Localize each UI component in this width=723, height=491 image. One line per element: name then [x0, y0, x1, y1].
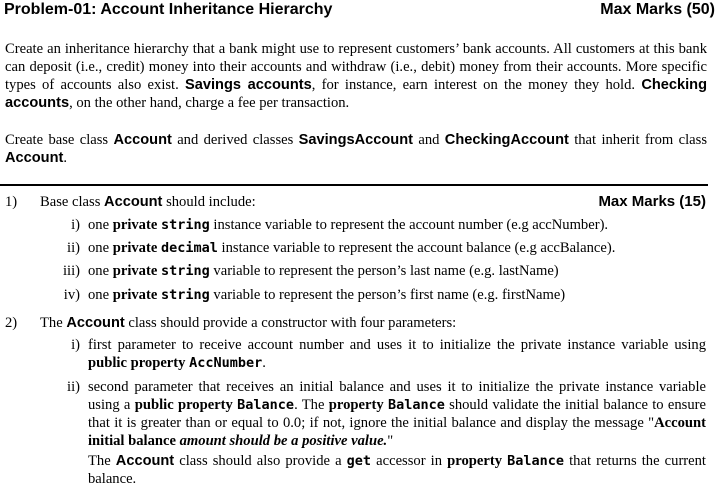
list-item: [88, 216, 706, 234]
item-text: second parameter that receives an initial balance and uses it to initialize the private instance variable using a: [88, 379, 706, 413]
problem-title: Account Inheritance Hierarchy: [100, 1, 333, 18]
account-class-term: Account: [113, 132, 172, 148]
list-item-continuation: [88, 452, 706, 488]
item-text: one: [88, 263, 113, 279]
item-text: accessor in: [371, 453, 448, 469]
max-marks-section-1: Max Marks (15): [598, 193, 706, 210]
task-paragraph: [5, 131, 707, 167]
intro-text: , on the other hand, charge a fee per transaction.: [69, 95, 350, 111]
account-class-term: Account: [66, 315, 125, 331]
problem-label: Problem-01:: [4, 1, 101, 18]
property-keyword: property: [328, 397, 384, 413]
item-text: variable to represent the person’s last name (e.g. lastName): [209, 263, 559, 279]
checking-accounts-term: Checking accounts: [5, 77, 708, 111]
type-keyword: decimal: [160, 240, 218, 256]
roman-numeral: ii): [67, 379, 80, 395]
intro-text: , for instance, earn interest on the money they hold.: [311, 77, 642, 93]
item-text: The: [88, 453, 116, 469]
section-2-number: 2): [5, 315, 18, 331]
list-item: [88, 378, 706, 450]
problem-header: [4, 0, 717, 20]
error-message-text: Account initial balance: [88, 415, 706, 449]
item-text: ": [387, 433, 394, 449]
property-name: Balance: [387, 397, 445, 413]
task-text: Create base class: [5, 132, 114, 148]
task-text: .: [63, 150, 68, 166]
property-name: AccNumber: [189, 355, 263, 371]
intro-paragraph: [5, 40, 707, 112]
list-item: [88, 336, 706, 372]
private-keyword: private: [112, 240, 158, 256]
private-keyword: private: [112, 287, 158, 303]
item-text: that returns the current balance.: [88, 453, 706, 487]
get-keyword: get: [346, 453, 372, 469]
property-name: Balance: [507, 453, 565, 469]
type-keyword: string: [160, 287, 210, 303]
lead-text: class should provide a constructor with four parameters:: [124, 315, 457, 331]
savings-class-term: SavingsAccount: [298, 132, 413, 148]
item-text: instance variable to represent the account number (e.g accNumber).: [209, 217, 609, 233]
public-property-keyword: public property: [134, 397, 233, 413]
private-keyword: private: [112, 217, 158, 233]
account-class-term: Account: [115, 453, 175, 469]
error-message-text: amount should be a positive value.: [179, 433, 388, 449]
task-text: and derived classes: [171, 132, 299, 148]
roman-numeral: i): [71, 217, 80, 233]
item-text: instance variable to represent the account balance (e.g accBalance).: [217, 240, 616, 256]
type-keyword: string: [160, 217, 210, 233]
item-text: class should also provide a: [174, 453, 347, 469]
account-class-term: Account: [5, 150, 64, 166]
max-marks-total: Max Marks (50): [600, 1, 715, 18]
item-text: first parameter to receive account number and uses it to initialize the private instance variable using: [88, 337, 706, 353]
item-text: variable to represent the person’s first name (e.g. firstName): [209, 287, 566, 303]
item-text: one: [88, 217, 113, 233]
property-keyword: property: [447, 453, 502, 469]
section-1-number: 1): [5, 194, 18, 210]
task-text: and: [412, 132, 445, 148]
item-text: .: [262, 355, 266, 371]
checking-class-term: CheckingAccount: [444, 132, 569, 148]
type-keyword: string: [160, 263, 210, 279]
lead-text: The: [40, 315, 67, 331]
lead-text: should include:: [162, 194, 256, 210]
roman-numeral: iii): [62, 263, 80, 279]
list-item: [88, 262, 706, 280]
section-divider: [0, 184, 708, 186]
list-item: [88, 286, 706, 304]
task-text: that inherit from class: [568, 132, 707, 148]
item-text: . The: [294, 397, 329, 413]
roman-numeral: iv): [63, 287, 80, 303]
savings-accounts-term: Savings accounts: [185, 77, 312, 93]
item-text: one: [88, 287, 113, 303]
item-text: should validate the initial balance to ensure that it is greater than or equal to 0.0; if not, ignore the initial balance and display the message ": [88, 397, 706, 431]
property-name: Balance: [237, 397, 295, 413]
intro-text: Create an inheritance hierarchy that a bank might use to represent customers’ bank accounts. All customers at this bank can deposit (i.e., credit) money into their accounts and withdraw (i.e., debit) money from their accounts. More specific types of accounts also exist.: [5, 41, 707, 93]
roman-numeral: i): [71, 337, 80, 353]
list-item: [88, 239, 706, 257]
public-property-keyword: public property: [88, 355, 186, 371]
roman-numeral: ii): [67, 240, 80, 256]
item-text: one: [88, 240, 113, 256]
private-keyword: private: [112, 263, 158, 279]
account-class-term: Account: [104, 194, 163, 210]
lead-text: Base class: [40, 194, 105, 210]
section-2-lead: [40, 314, 706, 332]
